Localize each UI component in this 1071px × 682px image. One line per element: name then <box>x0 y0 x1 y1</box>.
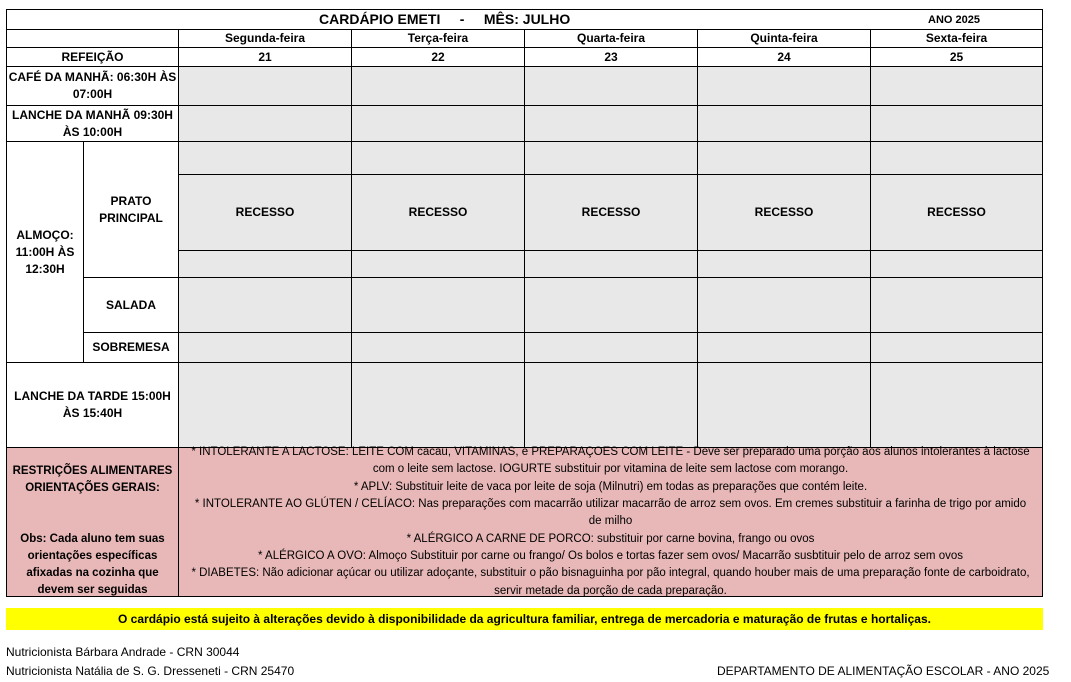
menu-cell <box>178 66 352 106</box>
day-name-fri: Sexta-feira <box>870 29 1043 48</box>
menu-cell <box>870 332 1043 363</box>
recess-cell-mon: RECESSO <box>178 174 352 251</box>
menu-cell <box>697 141 871 175</box>
nutritionist-2: Nutricionista Natália de S. G. Dresseneti - CRN 25470 <box>6 664 295 678</box>
recess-cell-tue: RECESSO <box>351 174 525 251</box>
meal-label-morning-snack: LANCHE DA MANHÃ 09:30H ÀS 10:00H <box>6 105 179 142</box>
menu-cell <box>524 332 698 363</box>
restrictions-text-cell <box>178 447 1043 597</box>
restriction-pork: * ALÉRGICO A CARNE DE PORCO: substituir por carne bovina, frango ou ovos <box>406 532 815 545</box>
restriction-diabetes: * DIABETES: Não adicionar açúcar ou utilizar adoçante, substituir o pão bisnaguinha por pão integral, quando houber mais de uma preparação fonte de carboidrato, servir metade da porção de cada preparação. <box>191 567 1030 597</box>
menu-cell <box>178 105 352 142</box>
menu-cell <box>351 277 525 333</box>
menu-sheet <box>6 9 1043 597</box>
menu-cell <box>697 332 871 363</box>
disclaimer-banner: O cardápio está sujeito à alterações devido à disponibilidade da agricultura familiar, entrega de mercadoria e maturação de frutas e hortaliças. <box>6 608 1043 630</box>
menu-cell <box>524 362 698 448</box>
restrictions-title: RESTRIÇÕES ALIMENTARES ORIENTAÇÕES GERAIS: <box>12 465 173 494</box>
menu-cell <box>351 332 525 363</box>
header-blank-cell <box>6 29 179 48</box>
menu-cell <box>870 66 1043 106</box>
day-name-tue: Terça-feira <box>351 29 525 48</box>
menu-cell <box>351 250 525 278</box>
day-name-wed: Quarta-feira <box>524 29 698 48</box>
menu-cell <box>697 66 871 106</box>
menu-cell <box>524 105 698 142</box>
menu-cell <box>351 66 525 106</box>
recess-cell-fri: RECESSO <box>870 174 1043 251</box>
day-date-fri: 25 <box>870 47 1043 67</box>
menu-cell <box>697 362 871 448</box>
meal-label-main-dish: PRATO PRINCIPAL <box>83 141 179 278</box>
restriction-aplv: * APLV: Substituir leite de vaca por leite de soja (Milnutri) em todas as preparações que contém leite. <box>353 480 868 493</box>
menu-cell <box>870 362 1043 448</box>
menu-cell <box>524 141 698 175</box>
meal-column-header: REFEIÇÃO <box>6 47 179 67</box>
menu-cell <box>178 277 352 333</box>
menu-cell <box>870 105 1043 142</box>
meal-label-salad: SALADA <box>83 277 179 333</box>
menu-cell <box>178 250 352 278</box>
menu-cell <box>870 277 1043 333</box>
department-label: DEPARTAMENTO DE ALIMENTAÇÃO ESCOLAR - ANO 2025 <box>717 664 1050 678</box>
menu-cell <box>178 362 352 448</box>
menu-title: CARDÁPIO EMETI - MÊS: JULHO <box>319 11 571 27</box>
restriction-gluten: * INTOLERANTE AO GLÚTEN / CELÍACO: Nas preparações com macarrão utilizar macarrão de arroz sem ovos. Em cremes substituir a farinha de trigo por amido de milho <box>194 498 1027 528</box>
menu-cell <box>697 250 871 278</box>
nutritionist-1: Nutricionista Bárbara Andrade - CRN 30044 <box>6 645 240 659</box>
meal-label-breakfast: CAFÉ DA MANHÃ: 06:30H ÀS 07:00H <box>6 66 179 106</box>
day-date-wed: 23 <box>524 47 698 67</box>
menu-cell <box>178 332 352 363</box>
menu-cell <box>870 141 1043 175</box>
restrictions-label-cell <box>6 447 179 597</box>
restriction-lactose: * INTOLERANTE A LACTOSE: LEITE COM cacau, VITAMINAS, e PREPARAÇOES COM LEITE - Deve ser preparado uma porção aos alunos intolerantes à lactose com o leite sem lactose. IOGURTE substituir por vitamina de leite sem lactose com morango. <box>191 446 1030 476</box>
day-name-thu: Quinta-feira <box>697 29 871 48</box>
menu-cell <box>351 105 525 142</box>
restrictions-note: Obs: Cada aluno tem suas orientações específicas afixadas na cozinha que devem ser seguidas <box>20 533 165 596</box>
menu-cell <box>524 66 698 106</box>
meal-label-lunch: ALMOÇO: 11:00H ÀS 12:30H <box>6 141 84 363</box>
menu-cell <box>524 250 698 278</box>
meal-label-dessert: SOBREMESA <box>83 332 179 363</box>
restriction-egg: * ALÉRGICO A OVO: Almoço Substituir por carne ou frango/ Os bolos e tortas fazer sem ovos/ Macarrão susbtituir pelo de arroz sem ovos <box>257 549 963 562</box>
menu-cell <box>697 105 871 142</box>
day-date-mon: 21 <box>178 47 352 67</box>
day-name-mon: Segunda-feira <box>178 29 352 48</box>
menu-cell <box>351 362 525 448</box>
meal-label-afternoon-snack: LANCHE DA TARDE 15:00H ÀS 15:40H <box>6 362 179 448</box>
recess-cell-thu: RECESSO <box>697 174 871 251</box>
day-date-thu: 24 <box>697 47 871 67</box>
menu-cell <box>351 141 525 175</box>
year-label: ANO 2025 <box>928 14 980 26</box>
menu-cell <box>178 141 352 175</box>
menu-cell <box>697 277 871 333</box>
title-bar <box>6 9 1043 30</box>
menu-cell <box>870 250 1043 278</box>
recess-cell-wed: RECESSO <box>524 174 698 251</box>
day-date-tue: 22 <box>351 47 525 67</box>
menu-cell <box>524 277 698 333</box>
